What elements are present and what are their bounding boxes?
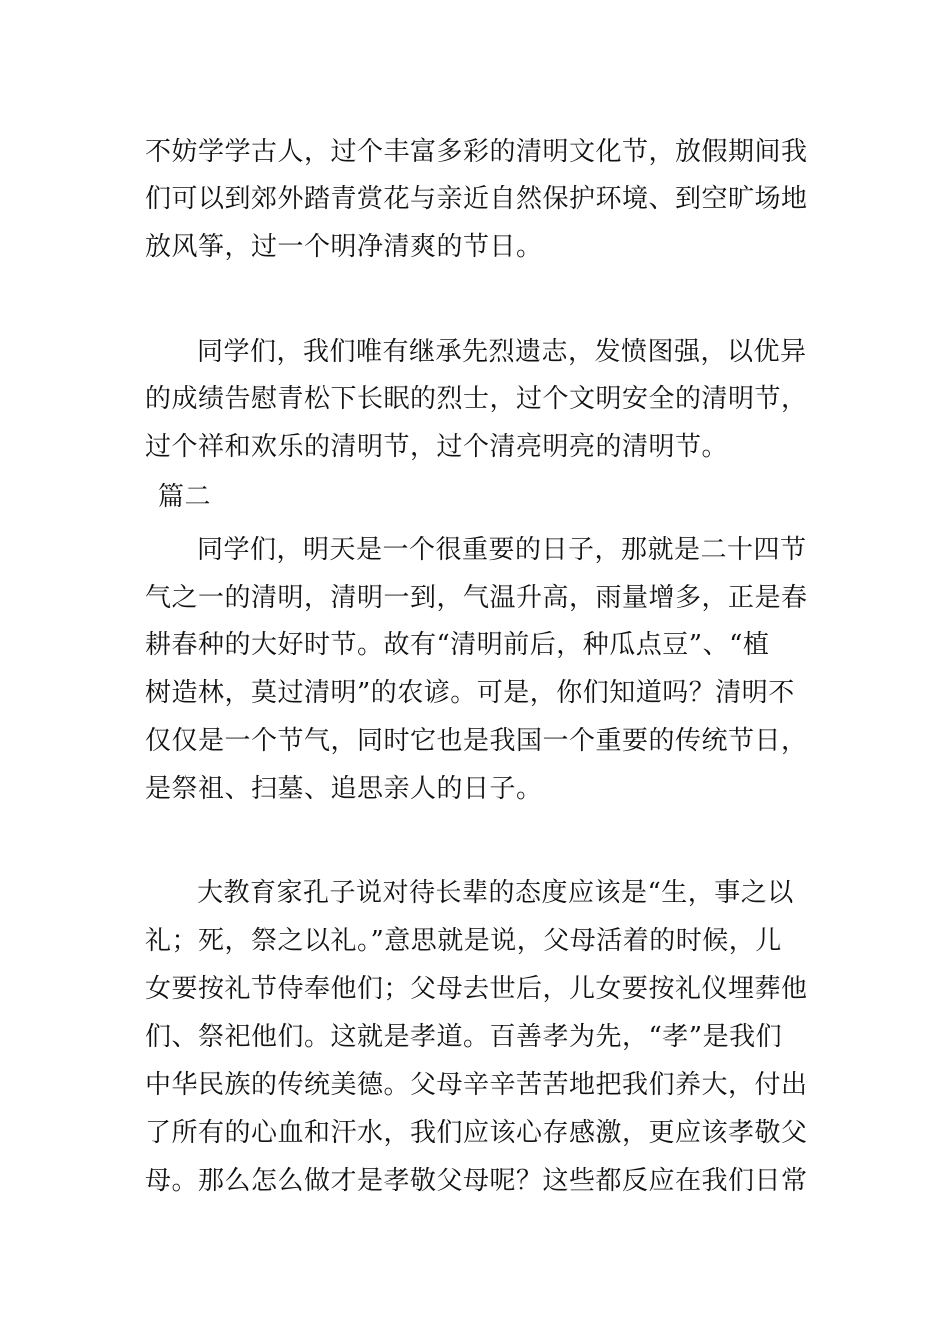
text-line: 气之一的清明，清明一到，气温升高，雨量增多，正是春 bbox=[145, 583, 808, 613]
text-line: 们可以到郊外踏青赏花与亲近自然保护环境、到空旷场地 bbox=[145, 184, 808, 214]
text-line: 母。那么怎么做才是孝敬父母呢？这些都反应在我们日常 bbox=[145, 1166, 808, 1196]
text-line: 们、祭祀他们。这就是孝道。百善孝为先，“孝”是我们 bbox=[145, 1022, 783, 1052]
text-line: 是祭祖、扫墓、追思亲人的日子。 bbox=[145, 774, 543, 804]
text-line: 同学们，明天是一个很重要的日子，那就是二十四节 bbox=[197, 535, 807, 565]
text-line: 放风筝，过一个明净清爽的节日。 bbox=[145, 232, 543, 262]
text-line: 耕春种的大好时节。故有“清明前后，种瓜点豆”、“植 bbox=[145, 630, 770, 660]
text-line: 过个祥和欢乐的清明节，过个清亮明亮的清明节。 bbox=[145, 432, 729, 462]
section-heading: 篇二 bbox=[158, 482, 212, 512]
text-line: 不妨学学古人，过个丰富多彩的清明文化节，放假期间我 bbox=[145, 137, 808, 167]
text-line: 同学们，我们唯有继承先烈遗志，发愤图强，以优异 bbox=[197, 337, 807, 367]
text-line: 的成绩告慰青松下长眠的烈士，过个文明安全的清明节， bbox=[145, 384, 808, 414]
text-line: 了所有的心血和汗水，我们应该心存感激，更应该孝敬父 bbox=[145, 1118, 808, 1148]
text-line: 大教育家孔子说对待长辈的态度应该是“生，事之以 bbox=[197, 878, 794, 908]
text-line: 礼；死，祭之以礼。”意思就是说，父母活着的时候，儿 bbox=[145, 926, 782, 956]
text-line: 仅仅是一个节气，同时它也是我国一个重要的传统节日， bbox=[145, 726, 808, 756]
text-line: 树造林，莫过清明”的农谚。可是，你们知道吗？清明不 bbox=[145, 678, 795, 708]
text-line: 中华民族的传统美德。父母辛辛苦苦地把我们养大，付出 bbox=[145, 1070, 808, 1100]
text-line: 女要按礼节侍奉他们；父母去世后，儿女要按礼仪埋葬他 bbox=[145, 974, 808, 1004]
